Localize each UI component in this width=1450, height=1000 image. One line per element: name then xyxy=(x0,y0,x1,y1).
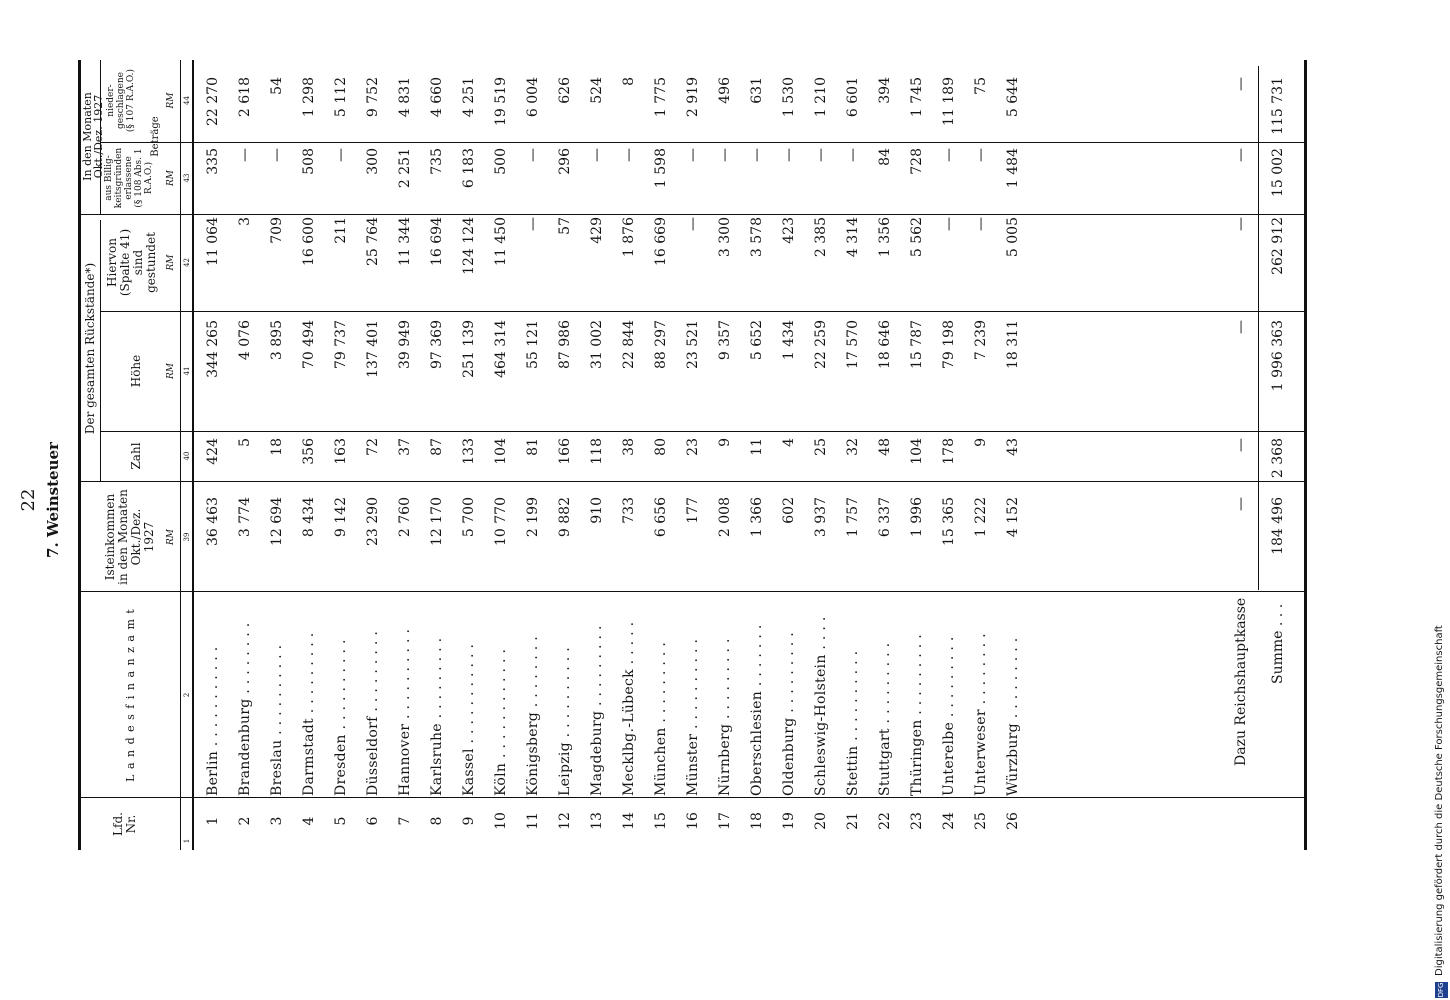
section-title: 7. Weinsteuer xyxy=(44,442,62,558)
row-number: 22 xyxy=(877,812,893,830)
amount-cell: 7 239 xyxy=(973,320,989,361)
table-row xyxy=(612,66,644,850)
office-name: Hannover . . . . . . . . . . xyxy=(397,628,413,796)
unit-struck: RM xyxy=(166,92,176,109)
row-number: 15 xyxy=(653,812,669,830)
table-row xyxy=(708,66,740,850)
income-cell: 2 760 xyxy=(397,497,413,538)
row-number: 24 xyxy=(941,812,957,830)
income-cell: 8 434 xyxy=(301,497,317,538)
income-cell: 12 170 xyxy=(429,497,445,546)
income-cell: 23 290 xyxy=(365,497,381,546)
count-cell: 37 xyxy=(397,438,413,456)
office-name: Magdeburg . . . . . . . . . xyxy=(589,625,605,796)
struck-cell: 2 919 xyxy=(685,77,701,118)
struck-cell: 5 644 xyxy=(1005,77,1021,118)
extra-row xyxy=(1226,66,1256,850)
office-name: Kassel . . . . . . . . . . . xyxy=(461,643,477,796)
total-row-income: 184 496 xyxy=(1270,497,1286,555)
column-number: 42 xyxy=(183,258,191,267)
struck-cell: 4 831 xyxy=(397,77,413,118)
table-row xyxy=(836,66,868,850)
deferred-cell: 1 876 xyxy=(621,217,637,258)
deferred-cell: 11 344 xyxy=(397,217,413,266)
count-cell: 133 xyxy=(461,438,477,465)
count-cell: 81 xyxy=(525,438,541,456)
struck-cell: 5 112 xyxy=(333,77,349,118)
amount-cell: 23 521 xyxy=(685,320,701,369)
total-row-fairness: 15 002 xyxy=(1270,148,1286,197)
office-name: Mecklbg.-Lübeck . . . . . xyxy=(621,621,637,796)
deferred-cell: — xyxy=(941,217,957,231)
income-cell: 910 xyxy=(589,497,605,524)
amount-cell: 79 198 xyxy=(941,320,957,369)
office-name: Würzburg . . . . . . . . . xyxy=(1005,637,1021,796)
income-cell: 1 222 xyxy=(973,497,989,538)
table-row xyxy=(292,66,324,850)
deferred-cell: 709 xyxy=(269,217,285,244)
deferred-cell: 57 xyxy=(557,217,573,235)
count-cell: 80 xyxy=(653,438,669,456)
column-number: 44 xyxy=(183,96,191,105)
table-row xyxy=(516,66,548,850)
count-cell: 118 xyxy=(589,438,605,465)
column-number: 2 xyxy=(183,692,191,698)
fairness-cell: — xyxy=(333,148,349,162)
struck-cell: 75 xyxy=(973,77,989,95)
table-row xyxy=(260,66,292,850)
total-row-struck: 115 731 xyxy=(1270,77,1286,135)
office-name: Brandenburg . . . . . . . . xyxy=(237,622,253,796)
struck-cell: 496 xyxy=(717,77,733,104)
deferred-cell: 25 764 xyxy=(365,217,381,266)
table-row xyxy=(996,66,1028,850)
deferred-cell: 16 669 xyxy=(653,217,669,266)
table-bottom-rule xyxy=(1304,60,1307,850)
fairness-cell: — xyxy=(781,148,797,162)
fairness-cell: 1 598 xyxy=(653,148,669,189)
fairness-cell: — xyxy=(941,148,957,162)
amount-cell: 137 401 xyxy=(365,320,381,378)
row-number: 23 xyxy=(909,812,925,830)
amount-cell: 3 895 xyxy=(269,320,285,361)
header-count: Zahl xyxy=(129,442,143,470)
total-row xyxy=(1262,66,1294,850)
struck-cell: 524 xyxy=(589,77,605,104)
count-cell: 166 xyxy=(557,438,573,465)
fairness-cell: 300 xyxy=(365,148,381,175)
income-cell: 10 770 xyxy=(493,497,509,546)
deferred-cell: — xyxy=(973,217,989,231)
extra-row-amount: — xyxy=(1233,320,1249,334)
struck-cell: 54 xyxy=(269,77,285,95)
office-name: Münster . . . . . . . . . . xyxy=(685,638,701,796)
table-row xyxy=(932,66,964,850)
column-number: 39 xyxy=(183,532,191,542)
struck-cell: 4 660 xyxy=(429,77,445,118)
amount-cell: 22 844 xyxy=(621,320,637,369)
unit-deferred: RM xyxy=(166,254,176,271)
unit-income: RM xyxy=(166,529,176,545)
amount-cell: 251 139 xyxy=(461,320,477,378)
amount-cell: 15 787 xyxy=(909,320,925,369)
count-cell: 9 xyxy=(717,438,733,447)
header-income: Isteinkommen in den Monaten Okt./Dez. 1927 xyxy=(103,489,156,585)
row-number: 9 xyxy=(461,816,477,826)
fairness-cell: — xyxy=(685,148,701,162)
struck-cell: 626 xyxy=(557,77,573,104)
extra-row-struck: — xyxy=(1233,77,1249,91)
office-name: Unterweser . . . . . . . . xyxy=(973,633,989,796)
header-amounts: Beträge xyxy=(150,116,161,157)
count-cell: 4 xyxy=(781,438,797,447)
count-cell: 9 xyxy=(973,438,989,447)
fairness-cell: — xyxy=(845,148,861,162)
sum-rule xyxy=(1258,66,1259,590)
income-cell: 602 xyxy=(781,497,797,524)
deferred-cell: 5 562 xyxy=(909,217,925,258)
fairness-cell: — xyxy=(717,148,733,162)
amount-cell: 18 311 xyxy=(1005,320,1021,369)
column-number: 43 xyxy=(183,173,191,183)
header-amount: Höhe xyxy=(129,354,143,388)
amount-cell: 39 949 xyxy=(397,320,413,369)
count-cell: 18 xyxy=(269,438,285,456)
count-cell: 178 xyxy=(941,438,957,465)
amount-cell: 9 357 xyxy=(717,320,733,361)
count-cell: 48 xyxy=(877,438,893,456)
income-cell: 2 008 xyxy=(717,497,733,538)
count-cell: 163 xyxy=(333,438,349,465)
deferred-cell: 4 314 xyxy=(845,217,861,258)
row-number: 21 xyxy=(845,812,861,830)
table-row xyxy=(676,66,708,850)
unit-fairness: RM xyxy=(166,170,176,186)
office-name: Dresden . . . . . . . . . . xyxy=(333,639,349,796)
row-number: 7 xyxy=(397,816,413,826)
office-name: Breslau . . . . . . . . . . xyxy=(269,644,285,796)
struck-cell: 1 530 xyxy=(781,77,797,118)
fairness-cell: 6 183 xyxy=(461,148,477,189)
column-number-rule xyxy=(180,60,181,850)
extra-row-income: — xyxy=(1233,497,1249,511)
income-cell: 36 463 xyxy=(205,497,221,546)
income-cell: 2 199 xyxy=(525,497,541,538)
office-name: Berlin . . . . . . . . . . . xyxy=(205,646,221,796)
office-name: Schleswig-Holstein . . . . xyxy=(813,616,829,796)
count-cell: 38 xyxy=(621,438,637,456)
count-cell: 87 xyxy=(429,438,445,456)
amount-cell: 79 737 xyxy=(333,320,349,369)
amount-cell: 4 076 xyxy=(237,320,253,361)
header-struck: nieder- geschlagene (§ 107 R.A.O.) xyxy=(106,68,136,133)
struck-cell: 6 601 xyxy=(845,77,861,118)
table-row xyxy=(804,66,836,850)
deferred-cell: — xyxy=(685,217,701,231)
struck-cell: 19 519 xyxy=(493,77,509,126)
fairness-cell: — xyxy=(525,148,541,162)
office-name: Darmstadt . . . . . . . . . xyxy=(301,632,317,796)
header-lfd: Lfd. Nr. xyxy=(111,812,138,836)
income-cell: 4 152 xyxy=(1005,497,1021,538)
struck-cell: 6 004 xyxy=(525,77,541,118)
header-office: L a n d e s f i n a n z a m t xyxy=(124,608,137,782)
fairness-cell: — xyxy=(269,148,285,162)
count-cell: 25 xyxy=(813,438,829,456)
group-header-rule xyxy=(100,220,101,482)
fairness-cell: 508 xyxy=(301,148,317,175)
fairness-cell: — xyxy=(621,148,637,162)
extra-row-count: — xyxy=(1233,438,1249,452)
income-cell: 5 700 xyxy=(461,497,477,538)
count-cell: 5 xyxy=(237,438,253,447)
amount-cell: 464 314 xyxy=(493,320,509,378)
table-row xyxy=(644,66,676,850)
header-fairness: aus Billig- keitsgründen erlassene (§ 108 Abs. 1 R.A.O.) xyxy=(104,147,154,209)
fairness-cell: — xyxy=(813,148,829,162)
count-cell: 356 xyxy=(301,438,317,465)
office-name: Königsberg . . . . . . . . xyxy=(525,635,541,796)
fairness-cell: 296 xyxy=(557,148,573,175)
struck-cell: 11 189 xyxy=(941,77,957,126)
amount-cell: 88 297 xyxy=(653,320,669,369)
total-row-amount: 1 996 363 xyxy=(1270,320,1286,392)
office-name: Stettin . . . . . . . . . . xyxy=(845,650,861,796)
office-name: Nürnberg . . . . . . . . . xyxy=(717,638,733,796)
office-name: Karlsruhe . . . . . . . . . xyxy=(429,637,445,796)
row-number: 10 xyxy=(493,812,509,830)
struck-cell: 1 775 xyxy=(653,77,669,118)
income-cell: 12 694 xyxy=(269,497,285,546)
income-cell: 1 757 xyxy=(845,497,861,538)
count-cell: 424 xyxy=(205,438,221,465)
income-cell: 3 937 xyxy=(813,497,829,538)
table-row xyxy=(356,66,388,850)
office-name: Stuttgart . . . . . . . . . xyxy=(877,642,893,796)
income-cell: 6 656 xyxy=(653,497,669,538)
row-number: 12 xyxy=(557,812,573,830)
row-number: 18 xyxy=(749,812,765,830)
fairness-cell: 335 xyxy=(205,148,221,175)
table-row xyxy=(580,66,612,850)
count-cell: 43 xyxy=(1005,438,1021,456)
struck-cell: 631 xyxy=(749,77,765,104)
struck-cell: 2 618 xyxy=(237,77,253,118)
table-row xyxy=(772,66,804,850)
deferred-cell: 16 694 xyxy=(429,217,445,266)
row-number: 17 xyxy=(717,812,733,830)
extra-row-deferred: — xyxy=(1233,217,1249,231)
table-row xyxy=(740,66,772,850)
income-cell: 177 xyxy=(685,497,701,524)
dfg-logo: DFG xyxy=(1435,982,1448,998)
table-row xyxy=(900,66,932,850)
row-number: 13 xyxy=(589,812,605,830)
table-row xyxy=(228,66,260,850)
deferred-cell: 124 124 xyxy=(461,217,477,275)
amount-cell: 5 652 xyxy=(749,320,765,361)
struck-cell: 1 298 xyxy=(301,77,317,118)
struck-cell: 1 210 xyxy=(813,77,829,118)
struck-cell: 394 xyxy=(877,77,893,104)
office-name: Düsseldorf . . . . . . . . . xyxy=(365,630,381,796)
income-cell: 1 366 xyxy=(749,497,765,538)
amount-cell: 31 002 xyxy=(589,320,605,369)
struck-cell: 22 270 xyxy=(205,77,221,126)
count-cell: 23 xyxy=(685,438,701,456)
table-row xyxy=(388,66,420,850)
amount-cell: 18 646 xyxy=(877,320,893,369)
income-cell: 6 337 xyxy=(877,497,893,538)
table-row xyxy=(964,66,996,850)
amount-cell: 97 369 xyxy=(429,320,445,369)
row-number: 14 xyxy=(621,812,637,830)
table-row xyxy=(868,66,900,850)
deferred-cell: 3 578 xyxy=(749,217,765,258)
table-row xyxy=(420,66,452,850)
table-row xyxy=(324,66,356,850)
deferred-cell: 2 385 xyxy=(813,217,829,258)
office-name: Oldenburg . . . . . . . . . xyxy=(781,631,797,796)
deferred-cell: 16 600 xyxy=(301,217,317,266)
row-number: 4 xyxy=(301,816,317,826)
total-row-deferred: 262 912 xyxy=(1270,217,1286,275)
header-bottom-rule xyxy=(192,60,194,850)
fairness-cell: — xyxy=(749,148,765,162)
struck-cell: 9 752 xyxy=(365,77,381,118)
row-number: 25 xyxy=(973,812,989,830)
row-number: 1 xyxy=(205,816,221,826)
amount-cell: 87 986 xyxy=(557,320,573,369)
header-months: In den Monaten Okt./Dez. 1927 xyxy=(81,92,105,181)
income-cell: 733 xyxy=(621,497,637,524)
column-number: 41 xyxy=(183,366,191,376)
income-cell: 15 365 xyxy=(941,497,957,546)
struck-cell: 8 xyxy=(621,77,637,86)
amount-cell: 17 570 xyxy=(845,320,861,369)
total-row-count: 2 368 xyxy=(1270,438,1286,479)
row-number: 5 xyxy=(333,816,349,826)
table-row xyxy=(548,66,580,850)
count-cell: 104 xyxy=(493,438,509,465)
struck-cell: 1 745 xyxy=(909,77,925,118)
fairness-cell: — xyxy=(973,148,989,162)
total-row-label: Summe . . . xyxy=(1270,603,1286,684)
column-number: 40 xyxy=(183,451,191,461)
office-name: München . . . . . . . . . xyxy=(653,641,669,796)
deferred-cell: — xyxy=(525,217,541,231)
income-cell: 3 774 xyxy=(237,497,253,538)
deferred-cell: 211 xyxy=(333,217,349,244)
unit-amount: RM xyxy=(166,363,176,379)
header-deferred: Hiervon (Spalte 41) sind gestundet xyxy=(105,228,158,297)
extra-row-fairness: — xyxy=(1233,148,1249,162)
row-number: 16 xyxy=(685,812,701,830)
office-name: Thüringen . . . . . . . . . xyxy=(909,633,925,796)
page-number: 22 xyxy=(18,488,39,512)
income-cell: 1 996 xyxy=(909,497,925,538)
deferred-cell: 11 064 xyxy=(205,217,221,266)
struck-cell: 4 251 xyxy=(461,77,477,118)
deferred-cell: 11 450 xyxy=(493,217,509,266)
office-name: Köln . . . . . . . . . . . . xyxy=(493,648,509,796)
amount-cell: 344 265 xyxy=(205,320,221,378)
amount-cell: 1 434 xyxy=(781,320,797,361)
fairness-cell: 728 xyxy=(909,148,925,175)
row-number: 11 xyxy=(525,812,541,830)
extra-row-label: Dazu Reichshauptkasse xyxy=(1233,597,1249,766)
fairness-cell: 735 xyxy=(429,148,445,175)
office-name: Leipzig . . . . . . . . . . xyxy=(557,647,573,796)
office-name: Oberschlesien . . . . . . . xyxy=(749,624,765,796)
deferred-cell: 423 xyxy=(781,217,797,244)
fairness-cell: 2 251 xyxy=(397,148,413,189)
row-number: 6 xyxy=(365,816,381,826)
deferred-cell: 1 356 xyxy=(877,217,893,258)
row-number: 2 xyxy=(237,816,253,826)
digitization-credit xyxy=(1434,6,1450,998)
amount-cell: 55 121 xyxy=(525,320,541,369)
fairness-cell: 1 484 xyxy=(1005,148,1021,189)
income-cell: 9 882 xyxy=(557,497,573,538)
table-row xyxy=(452,66,484,850)
deferred-cell: 5 005 xyxy=(1005,217,1021,258)
deferred-cell: 3 300 xyxy=(717,217,733,258)
header-group: Der gesamten Rückstände*) xyxy=(83,262,97,435)
amount-cell: 22 259 xyxy=(813,320,829,369)
income-cell: 9 142 xyxy=(333,497,349,538)
count-cell: 32 xyxy=(845,438,861,456)
table-row xyxy=(196,66,228,850)
fairness-cell: — xyxy=(237,148,253,162)
deferred-cell: 3 xyxy=(237,217,253,226)
row-number: 20 xyxy=(813,812,829,830)
deferred-cell: 429 xyxy=(589,217,605,244)
row-number: 8 xyxy=(429,816,445,826)
count-cell: 72 xyxy=(365,438,381,456)
column-number: 1 xyxy=(183,838,191,844)
row-number: 19 xyxy=(781,812,797,830)
fairness-cell: 500 xyxy=(493,148,509,175)
row-number: 26 xyxy=(1005,812,1021,830)
table-row xyxy=(484,66,516,850)
count-cell: 11 xyxy=(749,438,765,456)
office-name: Unterelbe . . . . . . . . . xyxy=(941,636,957,796)
fairness-cell: — xyxy=(589,148,605,162)
row-number: 3 xyxy=(269,816,285,826)
count-cell: 104 xyxy=(909,438,925,465)
amount-cell: 70 494 xyxy=(301,320,317,369)
fairness-cell: 84 xyxy=(877,148,893,166)
credit-text: Digitalisierung gefördert durch die Deutsche Forschungsgemeinschaft xyxy=(1434,625,1445,976)
